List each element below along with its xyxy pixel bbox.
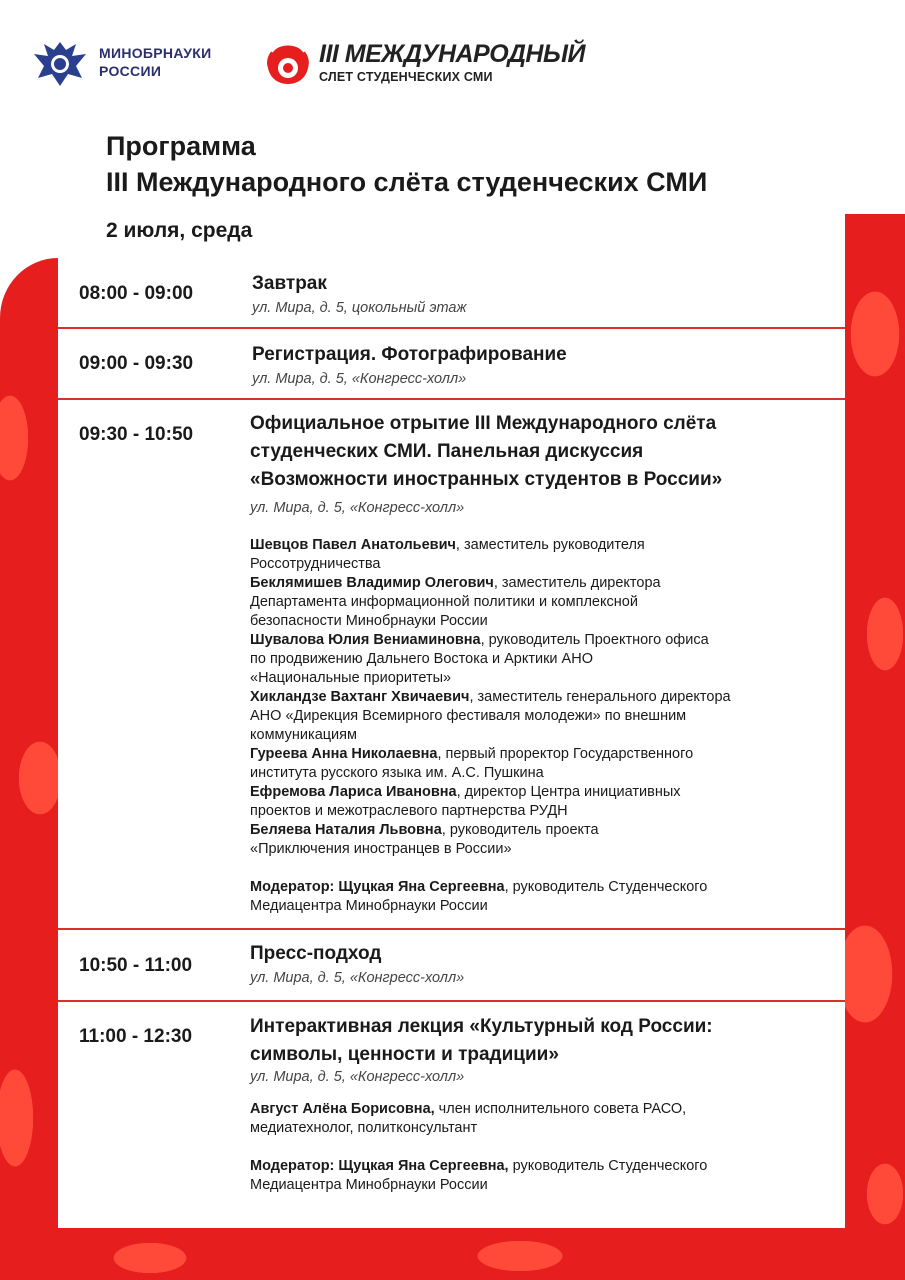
session-info [250,940,820,986]
moderator-role: руководитель Студенческого [508,1158,708,1174]
session-title-line: студенческих СМИ. Панельная дискуссия [250,441,644,462]
speaker-name: Август Алёна Борисовна, [250,1101,435,1117]
session-info [252,270,822,316]
session-info [250,1013,820,1195]
speaker-role: Департамента информационной политики и комплексной [250,594,638,610]
session-info [252,341,822,387]
event-logo-icon [262,38,314,88]
schedule-row [58,258,845,329]
session-time: 08:00 - 09:00 [79,283,194,304]
speaker-name: Шувалова Юлия Вениаминовна [250,632,481,648]
session-time: 09:00 - 09:30 [79,353,194,374]
speaker-role: медиатехнолог, политконсультант [250,1120,478,1136]
session-info [250,410,820,916]
moderator-role: Медиацентра Минобрнауки России [250,898,488,914]
session-time: 09:30 - 10:50 [79,424,194,445]
speaker-role: «Приключения иностранцев в России» [250,841,512,857]
speaker [250,536,820,574]
event-logo-title: III МЕЖДУНАРОДНЫЙ [319,40,585,68]
event-logo-subtitle: СЛЕТ СТУДЕНЧЕСКИХ СМИ [319,70,493,84]
schedule-card [58,258,845,1228]
ministry-name [99,44,211,80]
red-ornament-left [0,258,58,1280]
session-location: ул. Мира, д. 5, «Конгресс-холл» [252,371,467,387]
session-time: 11:00 - 12:30 [79,1026,193,1047]
ministry-line-1: МИНОБРНАУКИ [99,45,212,61]
program-date: 2 июля, среда [106,219,253,242]
session-location: ул. Мира, д. 5, «Конгресс-холл» [250,970,465,986]
speaker-role: коммуникациям [250,727,357,743]
speaker-name: Ефремова Лариса Ивановна [250,784,457,800]
moderator [250,878,820,916]
speaker-role: , первый проректор Государственного [437,746,694,762]
session-title-line: символы, ценности и традиции» [250,1044,559,1065]
speaker-name: Гуреева Анна Николаевна [250,746,438,762]
speaker-role: по продвижению Дальнего Востока и Арктики АНО [250,651,593,667]
session-title [250,410,820,494]
speaker-name: Хикландзе Вахтанг Хвичаевич [250,689,470,705]
speaker [250,631,820,688]
speaker-role: , заместитель руководителя [455,537,645,553]
ministry-line-2: РОССИИ [99,63,162,79]
speaker [250,745,820,783]
page-title-line-2: III Международного слёта студенческих СМИ [106,167,708,197]
session-title [250,1013,820,1069]
session-location: ул. Мира, д. 5, «Конгресс-холл» [250,500,465,516]
speaker [250,688,820,745]
schedule-row [58,400,845,930]
red-ornament-bottom [0,1228,905,1280]
session-location: ул. Мира, д. 5, «Конгресс-холл» [250,1069,465,1085]
speaker-name: Беклямишев Владимир Олегович [250,575,494,591]
session-title: Пресс-подход [250,943,382,964]
session-title-line: Интерактивная лекция «Культурный код России: [250,1016,713,1037]
schedule-row [58,930,845,1002]
moderator-name: Модератор: Щуцкая Яна Сергеевна, [250,1158,509,1174]
speaker [250,1100,820,1138]
page-title [106,128,707,200]
red-ornament-right [845,214,905,1280]
speaker-name: Шевцов Павел Анатольевич [250,537,456,553]
speaker-list [250,536,820,859]
speaker-list [250,1100,820,1138]
speaker-role: безопасности Минобрнауки России [250,613,488,629]
page-title-line-1: Программа [106,131,256,161]
speaker-role: АНО «Дирекция Всемирного фестиваля молодежи» по внешним [250,708,687,724]
schedule-row [58,1002,845,1228]
speaker-role: института русского языка им. А.С. Пушкина [250,765,544,781]
session-time: 10:50 - 11:00 [79,955,193,976]
speaker-role: Россотрудничества [250,556,381,572]
speaker [250,783,820,821]
moderator-name: Модератор: Щуцкая Яна Сергеевна [250,879,505,895]
speaker-role: «Национальные приоритеты» [250,670,452,686]
speaker-role: , руководитель Проектного офиса [480,632,709,648]
speaker [250,821,820,859]
ministry-emblem-icon [30,38,90,90]
session-title-line: «Возможности иностранных студентов в России» [250,469,723,490]
moderator-role: Медиацентра Минобрнауки России [250,1177,488,1193]
speaker-name: Беляева Наталия Львовна [250,822,442,838]
speaker-role: , заместитель генерального директора [469,689,731,705]
moderator [250,1157,820,1195]
session-location: ул. Мира, д. 5, цокольный этаж [252,300,467,316]
speaker [250,574,820,631]
speaker-role: проектов и межотраслевого партнерства РУДН [250,803,568,819]
speaker-role: , руководитель проекта [441,822,599,838]
schedule-row [58,329,845,400]
session-title: Завтрак [252,273,327,294]
session-title-line: Официальное отрытие III Международного слёта [250,413,717,434]
session-title: Регистрация. Фотографирование [252,344,567,365]
speaker-role: , директор Центра инициативных [456,784,681,800]
moderator-role: , руководитель Студенческого [504,879,708,895]
speaker-role: , заместитель директора [493,575,661,591]
speaker-role: член исполнительного совета РАСО, [434,1101,687,1117]
